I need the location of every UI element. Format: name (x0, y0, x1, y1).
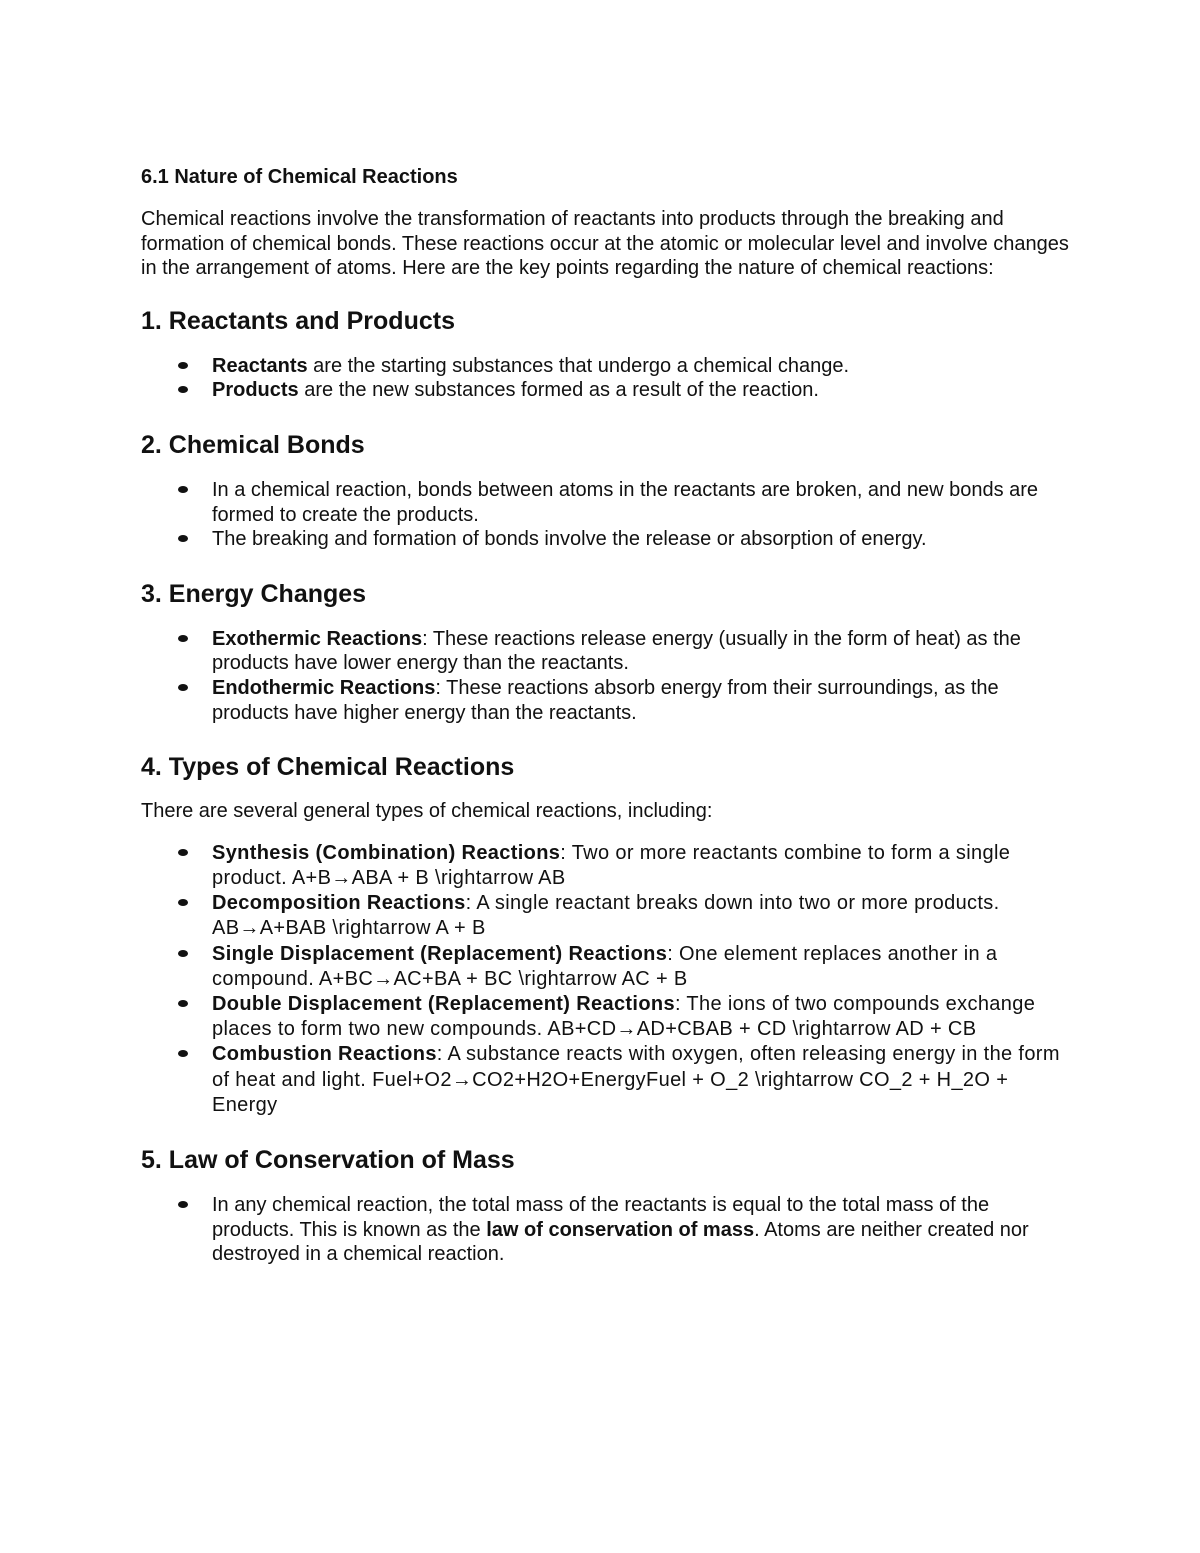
list-item (141, 354, 1071, 379)
term: Combustion Reactions (212, 1043, 437, 1066)
document-title: 6.1 Nature of Chemical Reactions (141, 166, 458, 188)
bullet-icon (178, 950, 188, 957)
term: Reactants (212, 354, 308, 377)
bullet-icon (178, 386, 188, 393)
definition: : The ions of two compounds exchange places to form two new compounds. AB+CD→AD+CBAB + CD \rightarrow AD + CB (212, 992, 1036, 1041)
bullet-list (141, 478, 1071, 552)
definition: : Two or more reactants combine to form a single product. A+B→ABA + B \rightarrow AB (212, 841, 1011, 889)
list-item (141, 992, 1071, 1042)
section-intro: There are several general types of chemical reactions, including: (141, 800, 713, 823)
definition: : A single reactant breaks down into two or more products. AB→A+BAB \rightarrow A + B (212, 892, 1000, 940)
definition: : These reactions release energy (usually in the form of heat) as the products have lower energy than the reactants. (212, 627, 1021, 675)
term: Endothermic Reactions (212, 676, 436, 699)
definition: : These reactions absorb energy from their surroundings, as the products have higher energy than the reactants. (212, 676, 999, 724)
bullet-icon (178, 1201, 188, 1208)
term: Decomposition Reactions (212, 892, 466, 915)
intro-paragraph: Chemical reactions involve the transformation of reactants into products through the breaking and formation of chemical bonds. These reactions occur at the atomic or molecular level and involve changes in the arrangement of atoms. Here are the key points regarding the nature of chemical reactions: (141, 208, 1069, 280)
bullet-list (141, 1193, 1071, 1267)
definition: are the starting substances that undergo a chemical change. (307, 354, 850, 377)
term: Exothermic Reactions (212, 627, 423, 650)
term: Products (212, 379, 299, 402)
section-heading: 2. Chemical Bonds (141, 430, 365, 459)
term: Synthesis (Combination) Reactions (212, 841, 561, 864)
bullet-icon (178, 899, 188, 906)
bullet-icon (178, 849, 188, 856)
definition: : A substance reacts with oxygen, often releasing energy in the form of heat and light. Fuel+O2→CO2+H2O+EnergyFuel + O_2 \rightarrow CO_2 + H_2O + Energy (212, 1043, 1060, 1116)
document-page (141, 163, 1071, 1267)
item-text: The breaking and formation of bonds involve the release or absorption of energy. (212, 528, 927, 551)
bullet-icon (178, 486, 188, 493)
item-text: In a chemical reaction, bonds between atoms in the reactants are broken, and new bonds are formed to create the products. (212, 478, 1039, 526)
bullet-list (141, 627, 1071, 725)
bullet-icon (178, 1050, 188, 1057)
section-energy-changes (141, 578, 1071, 725)
item-text-after: . Atoms are neither created nor destroyed in a chemical reaction. (212, 1218, 1029, 1266)
bullet-icon (178, 684, 188, 691)
bullet-list (141, 354, 1071, 403)
section-chemical-bonds (141, 429, 1071, 552)
section-reactants-products (141, 305, 1071, 403)
section-heading: 4. Types of Chemical Reactions (141, 753, 515, 782)
section-heading: 3. Energy Changes (141, 579, 367, 608)
bullet-icon (178, 635, 188, 642)
bullet-icon (178, 362, 188, 369)
bullet-icon (178, 535, 188, 542)
section-heading: 1. Reactants and Products (141, 306, 455, 335)
key-term: law of conservation of mass (486, 1218, 755, 1241)
list-item (141, 1042, 1071, 1118)
section-types-of-reactions (141, 751, 1071, 1118)
section-heading: 5. Law of Conservation of Mass (141, 1145, 515, 1174)
list-item (141, 627, 1071, 676)
list-item (141, 1193, 1071, 1267)
section-conservation-of-mass (141, 1144, 1071, 1267)
term: Double Displacement (Replacement) Reactions (212, 992, 675, 1015)
list-item (141, 478, 1071, 527)
list-item (141, 942, 1071, 992)
list-item (141, 676, 1071, 725)
term: Single Displacement (Replacement) Reactions (212, 942, 668, 965)
list-item (141, 527, 1071, 552)
definition: : One element replaces another in a compound. A+BC→AC+BA + BC \rightarrow AC + B (212, 942, 998, 990)
bullet-icon (178, 1000, 188, 1007)
item-text: In any chemical reaction, the total mass of the reactants is equal to the total mass of the products. This is known as the (212, 1193, 990, 1241)
bullet-list (141, 841, 1071, 1118)
list-item (141, 891, 1071, 941)
list-item (141, 378, 1071, 403)
definition: are the new substances formed as a result of the reaction. (298, 379, 819, 402)
list-item (141, 841, 1071, 891)
